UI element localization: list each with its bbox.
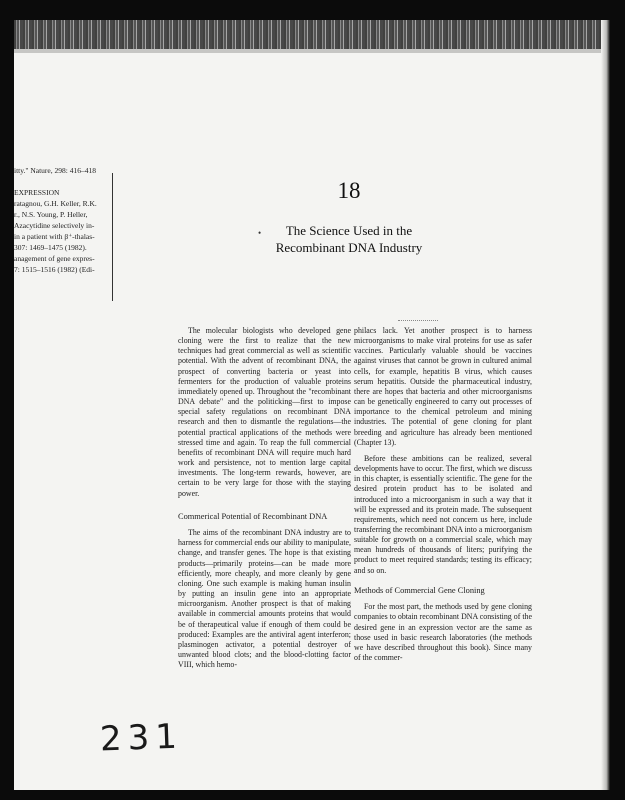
left-column [178, 326, 351, 670]
body-paragraph: For the most part, the methods used by gene cloning companies to obtain recombinant DNA consisting of the desired gene in an expression vector are the same as those used in basic research laboratories (the methods we have described throughout this book). Since many of the commer- [354, 602, 532, 663]
scanned-page [14, 20, 610, 790]
fragment-line: ratagnou, G.H. Keller, R.K. [14, 199, 97, 208]
chapter-title-line2: Recombinant DNA Industry [275, 240, 423, 255]
right-column [354, 326, 532, 663]
body-paragraph: Before these ambitions can be realized, several developments have to occur. The first, which we discuss in this chapter, is essentially scientific. The gene for the desired protein product has to be isolated and introduced into a microorganism in such a way that it will be expressed and its protein made. The subsequent requirements, which need not concern us here, include transferring the recombinant DNA into a microorganism suitable for growth on a commercial scale, which may mean hundreds of thousands of liters; purifying the product to meet required standards; testing its efficacy; and so on. [354, 453, 532, 575]
fragment-line: 7: 1515–1516 (1982) (Edi- [14, 265, 95, 274]
chapter-title-line1: The Science Used in the [285, 223, 413, 238]
chapter-title [239, 222, 459, 256]
body-paragraph: philacs lack. Yet another prospect is to harness microorganisms to make viral proteins for use as safer vaccines. Particularly valuable should be vaccines against viruses that cannot be grown in cultured animal cells, for example, hepatitis B virus, which causes serum hepatitis. Outside the pharmaceutical industry, there are hopes that bacteria and other microorganisms can be genetically engineered to carry out processes of importance to the chemical petroleum and mining industries. The potential of gene cloning for plant breeding and agriculture has already been mentioned (Chapter 13). [354, 326, 532, 447]
handwritten-page-number: 231 [99, 716, 184, 760]
bullet-mark: • [258, 228, 262, 238]
fragment-line: r., N.S. Young, P. Heller, [14, 210, 88, 219]
fragment-line: Azacytidine selectively in- [14, 221, 95, 230]
body-paragraph: The molecular biologists who developed gene cloning were the first to realize that the new techniques had great commercial as well as scientific potential. With the advent of recombinant DNA, the prospect of converting bacteria or yeast into fermenters for the production of valuable proteins immediately opened up. Throughout the "recombinant DNA debate" and the politicking—first to impose special safety regulations on recombinant DNA research and then to dismantle the regulations—the potential practical applications of the methods were stressed time and again. To reap the full commercial benefits of recombinant DNA will require much hard work and persistence, not to mention large capital investments. The long-term rewards, however, are certain to be very large for those with the staying power. [178, 326, 351, 498]
fragment-line: anagement of gene expres- [14, 254, 95, 263]
fragment-line: itty." Nature, 298: 416–418 [14, 166, 96, 175]
scan-border-top [14, 20, 610, 50]
section-heading: Methods of Commercial Gene Cloning [354, 585, 485, 595]
fragment-gap [14, 176, 114, 187]
chapter-number: 18 [337, 178, 361, 203]
fragment-line: 307: 1469–1475 (1982). [14, 243, 87, 252]
column-top-marks [398, 320, 438, 322]
body-paragraph: The aims of the recombinant DNA industry are to harness for commercial ends our ability to manipulate, change, and transfer genes. The hope is that existing products—primarily proteins—can be made more efficiently, more cheaply, and more cleanly by gene cloning. One such example is making human insulin by putting an insulin gene into an appropriate microorganism. Another prospect is that of making available in commercial amounts proteins that would be of therapeutical value if enough of them could be produced: Examples are the antiviral agent interferon; plasminogen activator, a potential destroyer of unwanted blood clots; and the blood-clotting factor VIII, which hemo- [178, 528, 351, 670]
scan-border-right [601, 20, 610, 790]
fragment-heading: EXPRESSION [14, 188, 60, 197]
section-heading: Commerical Potential of Recombinant DNA [178, 511, 328, 521]
fragment-line: in a patient with β⁺-thalas- [14, 232, 95, 241]
fragment-border [112, 173, 113, 301]
previous-page-fragment [14, 165, 114, 305]
